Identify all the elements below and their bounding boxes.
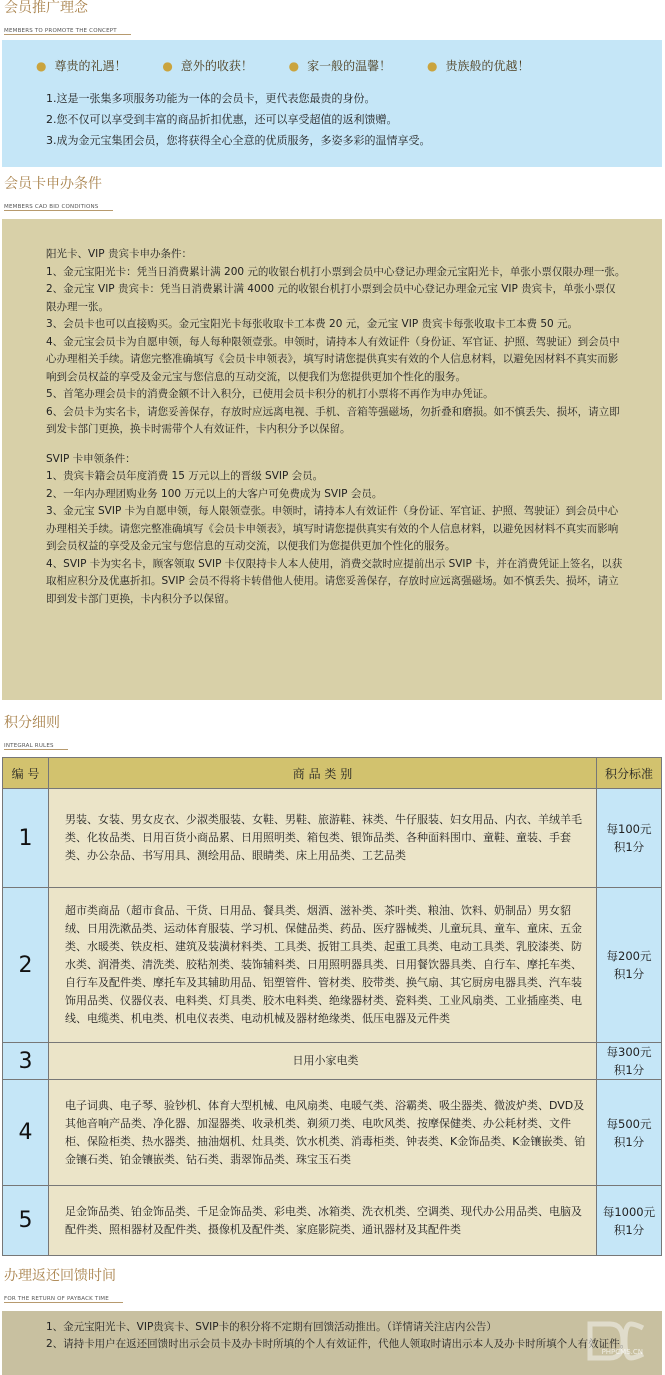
concept-line: 2.您不仅可以享受到丰富的商品折扣优惠，还可以享受超值的返利馈赠。 [46,113,398,126]
row-category: 男装、女装、男女皮衣、少淑类服装、女鞋、男鞋、旅游鞋、袜类、牛仔服装、妇女用品、内衣、羊绒羊毛类、化妆品类、日用百货小商品累、日用照明类、箱包类、银饰品类、各种面料围巾、童鞋、童装、手套类、办公杂品、书写用具、测绘用品、眼睛类、床上用品类、工艺品类 [49,789,597,888]
row-category: 日用小家电类 [49,1043,597,1080]
payback-subtitle: FOR THE RETURN OF PAYBACK TIME [4,1294,123,1303]
row-category: 足金饰品类、铂金饰品类、千足金饰品类、彩电类、冰箱类、洗衣机类、空调类、现代办公用品类、电脑及配件类、照相器材及配件类、摄像机及配件类、家庭影院类、通讯器材及其配件类 [49,1186,597,1256]
vip-heading: 阳光卡、VIP 贵宾卡申办条件： [46,248,192,260]
standard-points: 积1分 [613,967,645,981]
header-standard: 积分标准 [597,758,662,789]
table-header [3,758,662,789]
standard-points: 积1分 [613,1222,645,1237]
standard-amount: 每500元 [606,1116,652,1131]
header-category: 商 品 类 别 [49,758,597,789]
points-section-title [4,715,68,751]
highlight-1: 尊贵的礼遇！ [54,59,127,73]
highlight-2: 意外的收获！ [180,59,253,73]
concept-title: 会员推广理念 [4,0,88,16]
row-number: 3 [3,1043,49,1080]
row-standard [597,888,662,1043]
vip-item: 5、首笔办理会员卡的消费金额不计入积分，已使用会员卡积分的机打小票将不再作为申办凭证。 [46,388,494,400]
row-standard [597,789,662,888]
standard-points: 积1分 [613,1134,645,1149]
row-standard [597,1080,662,1186]
highlight-4: 贵族般的优越！ [445,59,530,73]
standard-amount: 每100元 [606,822,652,836]
payback-line: 1、金元宝阳光卡、VIP贵宾卡、SVIP卡的积分将不定期有回馈活动推出。（详情请关注店内公告） [46,1321,497,1333]
standard-amount: 每1000元 [602,1204,656,1219]
vip-item: 3、会员卡也可以直接购买。金元宝阳光卡每张收取卡工本费 20 元，金元宝 VIP 贵宾卡每张收取卡工本费 50 元。 [46,318,579,330]
payback-section-title [4,1268,123,1304]
highlight-3: 家一般的温馨！ [307,59,392,73]
standard-points: 积1分 [613,840,645,854]
concept-section-title [4,0,131,36]
row-number: 1 [3,789,49,888]
svip-item: 3、金元宝 SVIP 卡为自愿申领，每人限领壹张。申领时，请持本人有效证件（身份证、军官证、护照、驾驶证）到会员中心办理相关手续。请您完整准确填写《会员卡申领表》，填写时请您提供真实有效的个人信息材料，以避免因材料不真实而影响到会员权益的享受及金元宝与您信息的互动交流，以便我们为您提供更加个性化的服务。 [46,505,619,552]
standard-amount: 每200元 [606,949,652,963]
row-standard [597,1186,662,1256]
concept-line: 3.成为金元宝集团会员，您将获得全心全意的优质服务，多姿多彩的温情享受。 [46,134,431,147]
vip-item: 2、金元宝 VIP 贵宾卡：凭当日消费累计满 4000 元的收银台机打小票到会员中心登记办理金元宝 VIP 贵宾卡，单张小票仅限办理一张。 [46,283,616,313]
watermark-text: PHPCMS.CN [601,1348,643,1356]
row-standard [597,1043,662,1080]
table-row [3,1186,662,1256]
concept-highlights: ● 尊贵的礼遇！ ● 意外的收获！ ● 家一般的温馨！ ● 贵族般的优越！ [36,59,530,73]
svip-heading: SVIP 卡申领条件： [46,452,136,465]
points-subtitle: INTEGRAL RULES [4,741,68,750]
row-number: 5 [3,1186,49,1256]
row-category: 超市类商品（超市食品、干货、日用品、餐具类、烟酒、滋补类、茶叶类、粮油、饮料、奶制品）男女貂绒、日用洗漱品类、运动体育服装、学习机、保健品类、药品、医疗器械类、儿童玩具、童车、童床、五金类、水暖类、铁皮柜、建筑及装潢材料类、工具类、扳钳工具类、起重工具类、电动工具类、乳胶漆类、防水类、润滑类、清洗类、胶粘剂类、装饰辅料类、日用照明器具类、日用餐饮器具类、自行车、摩托车类、自行车及配件类、摩托车及其辅助用品、铝塑管件、管材类、胶带类、换气扇、其它厨房电器具类、汽车装饰用品类、仪器仪表、电料类、灯具类、胶木电料类、绝缘器材类、瓷料类、工业风扇类、工业插座类、电线、电缆类、机电类、机电仪表类、电动机械及器材绝缘类、低压电器及元件类 [49,888,597,1043]
apply-box [2,219,662,700]
payback-title: 办理返还回馈时间 [4,1268,116,1284]
table-row [3,1043,662,1080]
vip-item: 1、金元宝阳光卡：凭当日消费累计满 200 元的收银台机打小票到会员中心登记办理金元宝阳光卡，单张小票仅限办理一张。 [46,265,626,278]
payback-line: 2、请持卡用户在返还回馈时出示会员卡及办卡时所填的个人有效证件，代他人领取时请出示本人及办卡时所填个人有效证件。 [46,1338,631,1350]
row-category: 电子词典、电子琴、验钞机、体育大型机械、电风扇类、电暖气类、浴霸类、吸尘器类、微波炉类、DVD及其他音响产品类、净化器、加湿器类、收录机类、剃须刀类、电吹风类、按摩保健类、办公耗材类、文件柜、保险柜类、热水器类、抽油烟机、灶具类、饮水机类、消毒柜类、钟表类、K金饰品类、K金镶嵌类、铂金镶石类、铂金镶嵌类、钻石类、翡翠饰品类、珠宝玉石类 [49,1080,597,1186]
standard-points: 积1分 [613,1063,645,1077]
payback-text [46,1319,646,1353]
watermark-logo-icon [585,1316,645,1366]
apply-section-title [4,176,113,212]
points-table [2,757,662,1256]
svip-item: 4、SVIP 卡为实名卡，顾客领取 SVIP 卡仅限持卡人本人使用，消费交款时应提前出示 SVIP 卡，并在消费凭证上签名，以获取相应积分及优惠折扣。SVIP 会员不得将卡转借他人使用。请您妥善保存，存放时应远离强磁场。如不慎丢失、损坏，请立即到发卡部门更换，卡内积分予以保留。 [46,557,623,605]
apply-title: 会员卡申办条件 [4,176,102,192]
table-row [3,888,662,1043]
apply-text [46,246,626,608]
concept-lines [46,88,431,151]
payback-box [2,1311,662,1375]
row-number: 2 [3,888,49,1043]
apply-subtitle: MEMBERS CAD BID CONDITIONS [4,202,113,211]
concept-line: 1.这是一张集多项服务功能为一体的会员卡，更代表您最贵的身份。 [46,92,376,105]
vip-item: 6、会员卡为实名卡，请您妥善保存，存放时应远离电视、手机、音箱等强磁场，勿折叠和磨损。如不慎丢失、损坏，请立即到发卡部门更换，换卡时需带个人有效证件，卡内积分予以保留。 [46,405,620,435]
points-title: 积分细则 [4,715,60,731]
table-row [3,1080,662,1186]
concept-box [2,40,662,167]
svip-item: 2、一年内办理团购业务 100 万元以上的大客户可免费成为 SVIP 会员。 [46,487,383,500]
table-row [3,789,662,888]
concept-subtitle: MEMBERS TO PROMOTE THE CONCEPT [4,26,131,35]
standard-amount: 每300元 [606,1045,652,1059]
row-number: 4 [3,1080,49,1186]
vip-item: 4、金元宝会员卡为自愿申领，每人每种限领壹张。申领时，请持本人有效证件（身份证、军官证、护照、驾驶证）到会员中心办理相关手续。请您完整准确填写《会员卡申领表》，填写时请您提供真实有效的个人信息材料，以避免因材料不真实而影响到会员权益的享受及金元宝与您信息的互动交流，以便我们为您提供更加个性化的服务。 [46,335,620,383]
svip-item: 1、贵宾卡籍会员年度消费 15 万元以上的晋级 SVIP 会员。 [46,470,324,482]
header-number: 编 号 [3,758,49,789]
